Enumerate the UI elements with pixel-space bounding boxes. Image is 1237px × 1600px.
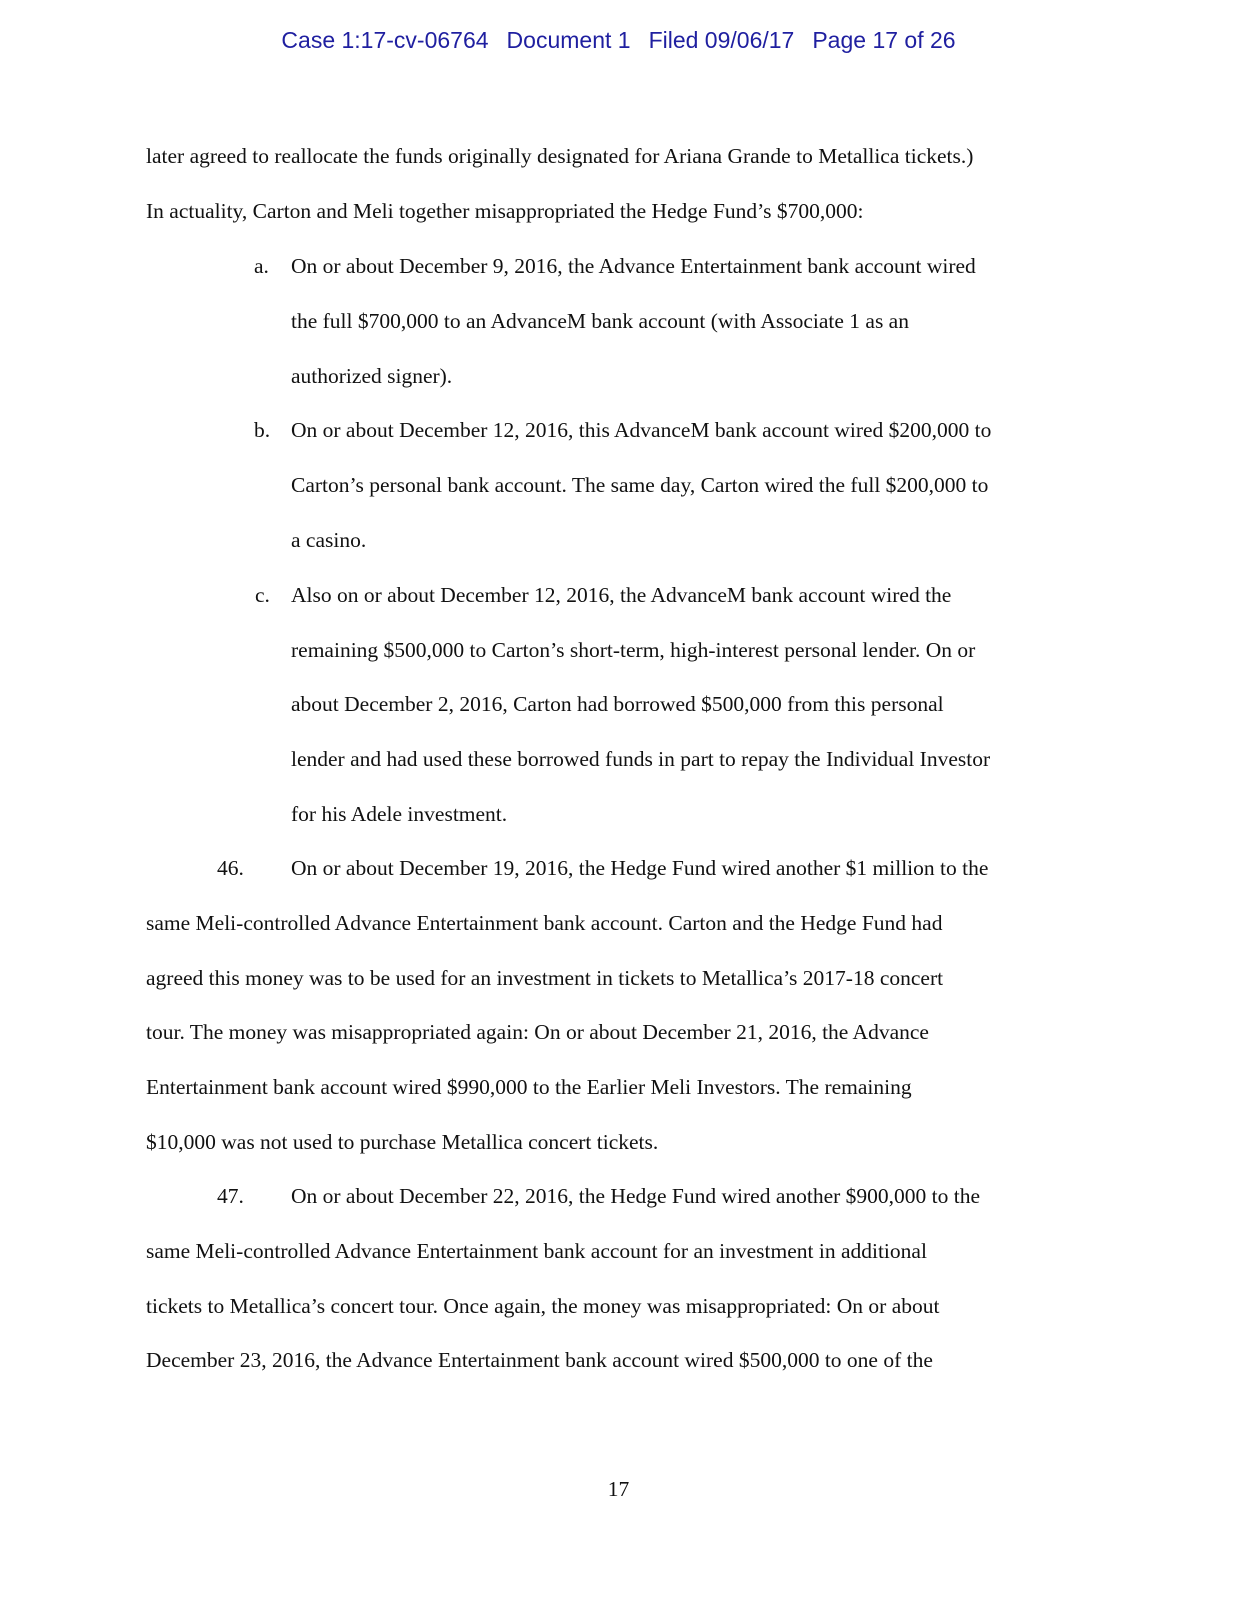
page-indicator: Page 17 of 26 (812, 27, 956, 53)
paragraph-number: 46. (217, 856, 244, 880)
subparagraph-line: authorized signer). (291, 364, 453, 388)
subparagraph-marker: c. (255, 583, 270, 607)
paragraph-line: agreed this money was to be used for an investment in tickets to Metallica’s 2017-18 concert (146, 966, 944, 990)
subparagraph-line: remaining $500,000 to Carton’s short-term, high-interest personal lender. On or (291, 638, 976, 662)
paragraph-line: Entertainment bank account wired $990,000 to the Earlier Meli Investors. The remaining (146, 1075, 912, 1099)
paragraph-line: On or about December 19, 2016, the Hedge Fund wired another $1 million to the (291, 856, 989, 880)
page-number: 17 (607, 1477, 630, 1501)
subparagraph-marker: a. (254, 254, 269, 278)
subparagraph-line: On or about December 12, 2016, this AdvanceM bank account wired $200,000 to (291, 418, 992, 442)
paragraph-line: $10,000 was not used to purchase Metallica concert tickets. (146, 1130, 659, 1154)
case-header (0, 27, 1237, 54)
paragraph-line: tour. The money was misappropriated again: On or about December 21, 2016, the Advance (146, 1020, 929, 1044)
paragraph-line: same Meli-controlled Advance Entertainment bank account. Carton and the Hedge Fund had (146, 911, 943, 935)
subparagraph-line: Carton’s personal bank account. The same day, Carton wired the full $200,000 to (291, 473, 989, 497)
subparagraph-marker: b. (254, 418, 271, 442)
paragraph-line: same Meli-controlled Advance Entertainment bank account for an investment in additional (146, 1239, 927, 1263)
subparagraph-line: the full $700,000 to an AdvanceM bank account (with Associate 1 as an (291, 309, 909, 333)
paragraph-number: 47. (217, 1184, 244, 1208)
paragraph-line: tickets to Metallica’s concert tour. Once again, the money was misappropriated: On or about (146, 1294, 940, 1318)
subparagraph-line: lender and had used these borrowed funds in part to repay the Individual Investor (291, 747, 991, 771)
subparagraph-line: for his Adele investment. (291, 802, 508, 826)
intro-line: In actuality, Carton and Meli together misappropriated the Hedge Fund’s $700,000: (146, 199, 864, 223)
paragraph-line: December 23, 2016, the Advance Entertainment bank account wired $500,000 to one of the (146, 1348, 933, 1372)
subparagraph-line: Also on or about December 12, 2016, the AdvanceM bank account wired the (291, 583, 952, 607)
document-number: Document 1 (506, 27, 631, 53)
case-number: Case 1:17-cv-06764 (281, 27, 489, 53)
intro-line: later agreed to reallocate the funds originally designated for Ariana Grande to Metallica tickets.) (146, 144, 974, 168)
subparagraph-line: On or about December 9, 2016, the Advance Entertainment bank account wired (291, 254, 976, 278)
filed-date: Filed 09/06/17 (648, 27, 795, 53)
subparagraph-line: about December 2, 2016, Carton had borrowed $500,000 from this personal (291, 692, 944, 716)
subparagraph-line: a casino. (291, 528, 367, 552)
paragraph-line: On or about December 22, 2016, the Hedge Fund wired another $900,000 to the (291, 1184, 981, 1208)
